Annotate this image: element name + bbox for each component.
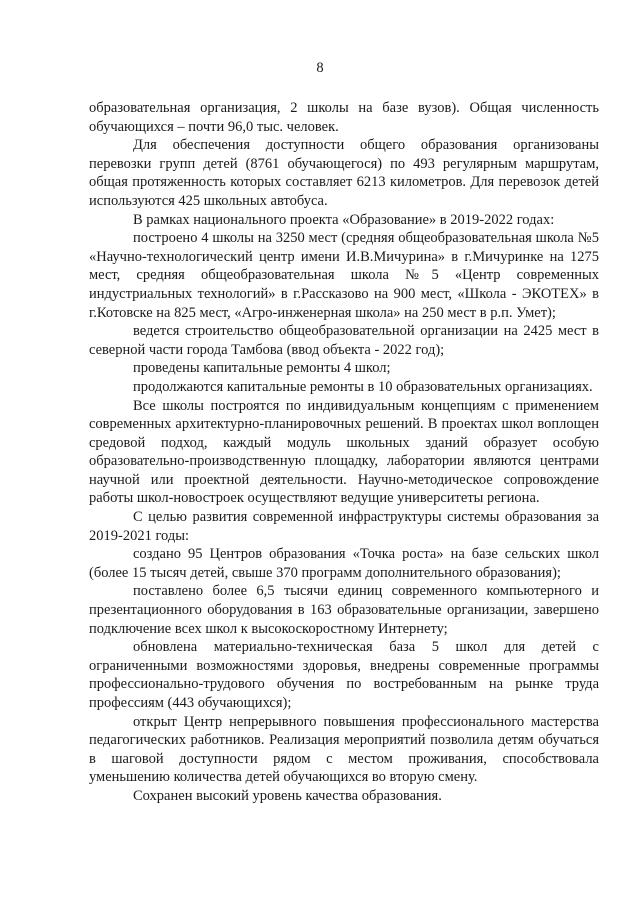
page-number: 8 bbox=[316, 60, 324, 76]
paragraph-teacher-center: открыт Центр непрерывного повышения профессионального мастерства педагогических работников. Реализация мероприятий позволила детям обучаться в шаговой доступности рядом с местом проживания, способствовала уменьшению количества детей обучающихся во вторую смену. bbox=[89, 713, 599, 786]
paragraph-quality: Сохранен высокий уровень качества образования. bbox=[133, 787, 442, 804]
paragraph-transport: Для обеспечения доступности общего образования организованы перевозки групп детей (8761 обучающегося) по 493 регулярным маршрутам, общая протяженность которых составляет 6213 километров. Для перевозок детей используются 425 школьных автобуса. bbox=[89, 137, 599, 209]
body-text bbox=[89, 99, 599, 806]
paragraph-construction: ведется строительство общеобразовательной организации на 2425 мест в северной части города Тамбова (ввод объекта - 2022 год); bbox=[89, 323, 599, 358]
paragraph-growth-points: создано 95 Центров образования «Точка роста» на базе сельских школ (более 15 тысяч детей, свыше 370 программ дополнительного образования); bbox=[89, 546, 599, 581]
paragraph-national-project: В рамках национального проекта «Образование» в 2019-2022 годах: bbox=[133, 211, 555, 228]
paragraph-continuation: образовательная организация, 2 школы на базе вузов). Общая численность обучающихся – почти 96,0 тыс. человек. bbox=[89, 100, 599, 135]
paragraph-repairs-ongoing: продолжаются капитальные ремонты в 10 образовательных организациях. bbox=[133, 378, 593, 395]
paragraph-infrastructure: С целью развития современной инфраструктуры системы образования за 2019-2021 годы: bbox=[89, 509, 599, 544]
paragraph-special-schools: обновлена материально-техническая база 5 школ для детей с ограниченными возможностями здоровья, внедрены современные программы профессионально-трудового обучения по востребованным на рынке труда профессиям (443 обучающихся); bbox=[89, 639, 599, 711]
paragraph-equipment: поставлено более 6,5 тысячи единиц современного компьютерного и презентационного оборудования в 163 образовательные организации, завершено подключение всех школ к высокоскоростному Интернету; bbox=[89, 583, 599, 637]
paragraph-repairs-done: проведены капитальные ремонты 4 школ; bbox=[133, 360, 391, 377]
paragraph-schools-built: построено 4 школы на 3250 мест (средняя общеобразовательная школа №5 «Научно-технологический центр имени И.В.Мичурина» в г.Мичуринке на 1275 мест, средняя общеобразовательная школа №5 «Центр современных индустриальных технологий» в г.Рассказово на 900 мест, «Школа - ЭКОТЕХ» в г.Котовске на 825 мест, «Агро-инженерная школа» на 250 мест в р.п. Умет); bbox=[89, 230, 599, 321]
paragraph-concepts: Все школы построятся по индивидуальным концепциям с применением современных архитектурно-планировочных решений. В проектах школ воплощен средовой подход, каждый модуль школьных зданий образует особую образовательно-производственную площадку, лаборатории являются центрами научной или проектной деятельности. Научно-методическое сопровождение работы школ-новостроек осуществляют ведущие университеты региона. bbox=[89, 397, 599, 507]
